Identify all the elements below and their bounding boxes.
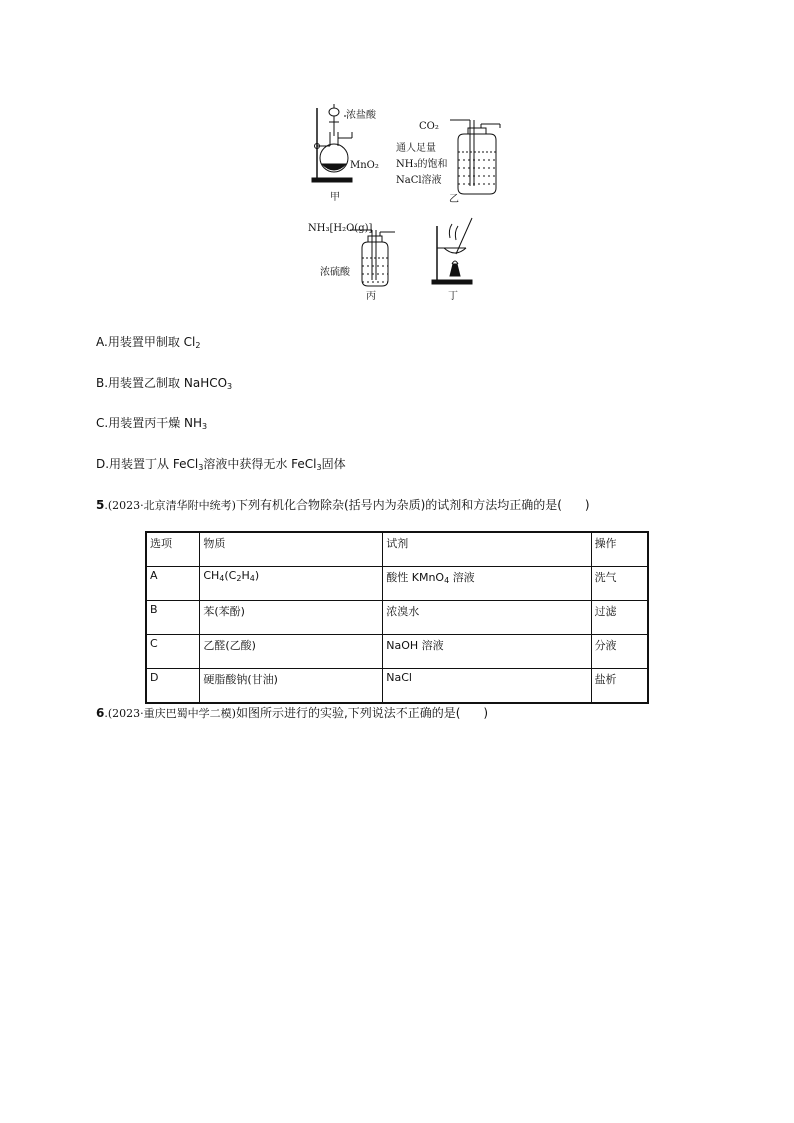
table-cell-reagent: 酸性 KMnO$_4$ 溶液 xyxy=(383,567,591,601)
label-jia: 甲 xyxy=(330,192,340,203)
table-header-cell: 选项 xyxy=(146,532,200,567)
question-5 xyxy=(96,496,590,513)
table-cell-option: C xyxy=(146,635,200,669)
table-cell-reagent: 浓溴水 xyxy=(383,601,591,635)
table-header-cell: 试剂 xyxy=(383,532,591,567)
answer-bracket-close: ) xyxy=(584,498,590,512)
apparatus-yi xyxy=(450,120,500,194)
question-number: 5 xyxy=(96,498,105,512)
table-header-row xyxy=(146,532,648,567)
table-cell-operation: 盐析 xyxy=(591,669,648,704)
apparatus-bing xyxy=(350,230,395,286)
label-bing: 丙 xyxy=(366,291,376,302)
table-cell-substance: 苯(苯酚) xyxy=(200,601,383,635)
label-conc-hcl: 浓盐酸 xyxy=(346,110,376,121)
label-ding: 丁 xyxy=(448,291,458,302)
question-text: 如图所示进行的实验,下列说法不正确的是( xyxy=(235,706,461,720)
question-6 xyxy=(96,704,488,721)
table-header-cell: 操作 xyxy=(591,532,648,567)
table-cell-substance: 硬脂酸钠(甘油) xyxy=(200,669,383,704)
label-saturated-line3: NaCl溶液 xyxy=(396,175,442,186)
option-b[interactable]: B.用装置乙制取 NaHCO$_3$ xyxy=(96,376,233,391)
table-header-cell: 物质 xyxy=(200,532,383,567)
label-saturated-line1: 通人足量 xyxy=(396,143,436,154)
options-table xyxy=(145,531,649,704)
label-conc-h2so4: 浓硫酸 xyxy=(320,267,350,278)
table-row xyxy=(146,635,648,669)
apparatus-figure xyxy=(300,98,500,308)
option-d[interactable]: D.用装置丁从 FeCl$_3$溶液中获得无水 FeCl$_3$固体 xyxy=(96,457,346,472)
table-cell-reagent: NaCl xyxy=(383,669,591,704)
label-nh3-gas: NH₃[H₂O(g)] xyxy=(308,223,373,234)
table-row xyxy=(146,601,648,635)
question-text: 下列有机化合物除杂(括号内为杂质)的试剂和方法均正确的是( xyxy=(235,498,562,512)
table-cell-substance: 乙醛(乙酸) xyxy=(200,635,383,669)
table-cell-option: A xyxy=(146,567,200,601)
table-cell-substance: $CH_4(C_2H_4)$ xyxy=(200,567,383,601)
apparatus-ding xyxy=(432,218,472,284)
label-saturated-line2: NH₃的饱和 xyxy=(396,159,448,170)
label-mno2: MnO₂ xyxy=(350,160,379,171)
label-yi: 乙 xyxy=(449,194,459,205)
label-co2: CO₂ xyxy=(419,121,439,132)
table-cell-option: D xyxy=(146,669,200,704)
table-row xyxy=(146,669,648,704)
option-a[interactable]: A.用装置甲制取 $Cl_2$ xyxy=(96,335,201,350)
table-cell-option: B xyxy=(146,601,200,635)
question-number: 6 xyxy=(96,706,105,720)
table-cell-operation: 洗气 xyxy=(591,567,648,601)
answer-bracket-close: ) xyxy=(483,706,489,720)
question-source: .(2023·重庆巴蜀中学二模) xyxy=(104,707,236,720)
table-cell-reagent: NaOH 溶液 xyxy=(383,635,591,669)
table-cell-operation: 分液 xyxy=(591,635,648,669)
option-c[interactable]: C.用装置丙干燥 $NH_3$ xyxy=(96,416,208,431)
table-cell-operation: 过滤 xyxy=(591,601,648,635)
question-source: .(2023·北京清华附中统考) xyxy=(104,499,236,512)
table-row xyxy=(146,567,648,601)
